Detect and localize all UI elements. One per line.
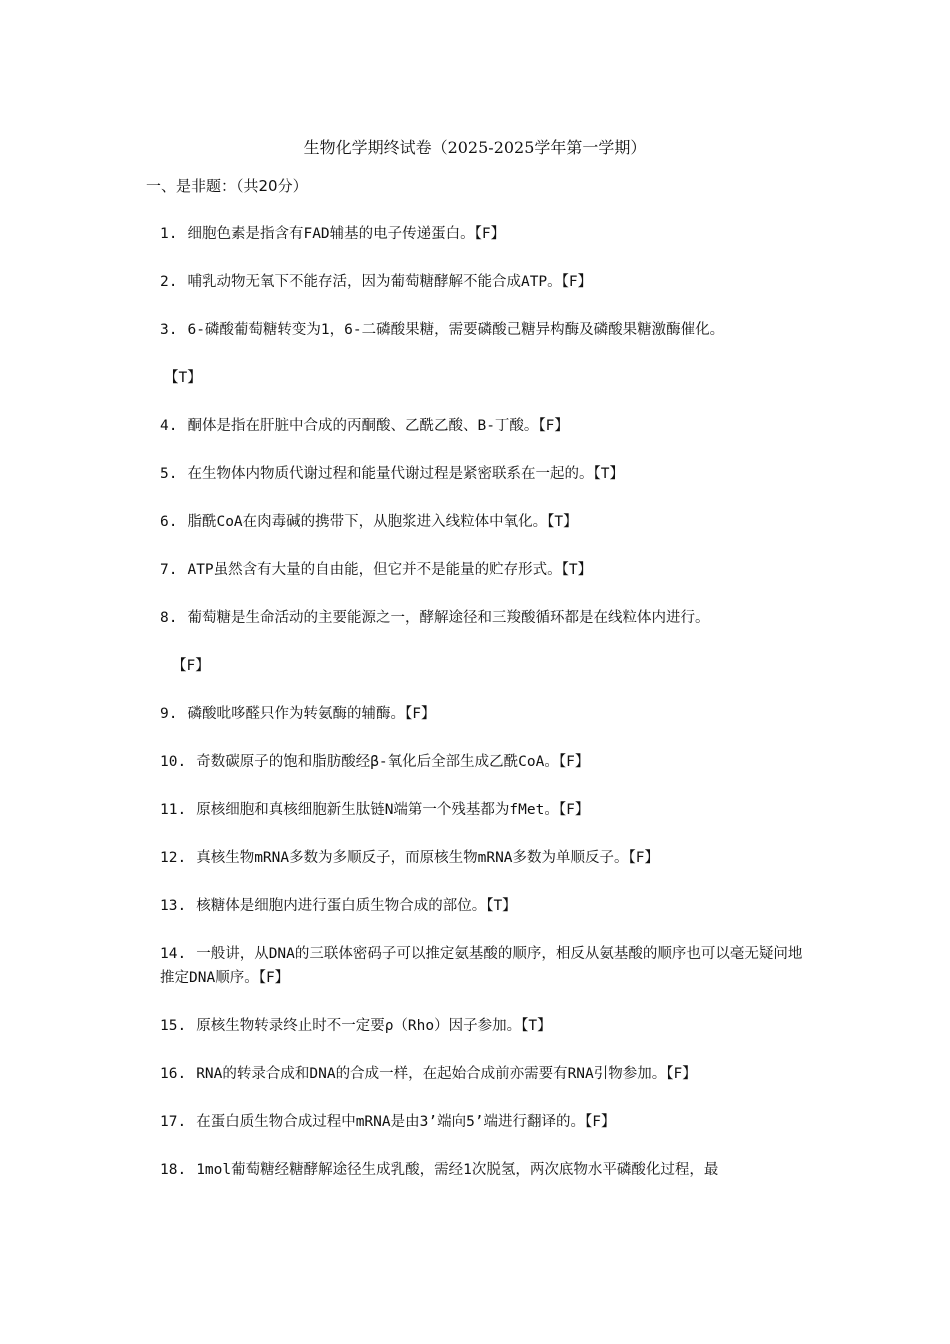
answer-mark: 【T】 [561,562,593,578]
list-item: 3. 6-磷酸葡萄糖转变为1，6-二磷酸果糖，需要磷酸己糖异构酶及磷酸果糖激酶催化。 【T】 [160,318,808,390]
answer-mark: 【F】 [561,274,593,290]
question-text: 奇数碳原子的饱和脂肪酸经β-氧化后全部生成乙酰CoA。 [196,754,559,770]
answer-mark: 【F】 [404,706,436,722]
question-text: 真核生物mRNA多数为多顺反子，而原核生物mRNA多数为单顺反子。 [196,850,629,866]
list-item: 16. RNA的转录合成和DNA的合成一样，在起始合成前亦需要有RNA引物参加。【F】 [160,1066,697,1082]
list-item: 2. 哺乳动物无氧下不能存活，因为葡萄糖酵解不能合成ATP。【F】 [160,274,593,290]
question-text: 在生物体内物质代谢过程和能量代谢过程是紧密联系在一起的。 [187,466,594,482]
question-text: 核糖体是细胞内进行蛋白质生物合成的部位。 [196,898,487,914]
answer-mark: 【T】 [486,898,517,914]
answer-mark: 【F】 [558,802,590,818]
question-text: 细胞色素是指含有FAD辅基的电子传递蛋白。 [187,226,475,242]
list-item: 10. 奇数碳原子的饱和脂肪酸经β-氧化后全部生成乙酰CoA。【F】 [160,754,590,770]
answer-mark: 【T】 [521,1018,552,1034]
list-item: 5. 在生物体内物质代谢过程和能量代谢过程是紧密联系在一起的。【T】 [160,466,624,482]
section-heading: 一、是非题：（共20分） [146,177,308,195]
list-item: 7. ATP虽然含有大量的自由能，但它并不是能量的贮存形式。【T】 [160,562,593,578]
answer-mark: 【T】 [547,514,578,530]
answer-mark: 【F】 [585,1114,616,1130]
question-text: 1mol葡萄糖经糖酵解途径生成乳酸，需经1次脱氢，两次底物水平磷酸化过程，最 [196,1162,719,1178]
question-text: RNA的转录合成和DNA的合成一样，在起始合成前亦需要有RNA引物参加。 [196,1066,667,1082]
answer-mark: 【T】 [593,466,624,482]
list-item: 1. 细胞色素是指含有FAD辅基的电子传递蛋白。【F】 [160,226,506,242]
question-list [160,222,808,1206]
question-text: 在蛋白质生物合成过程中mRNA是由3’端向5’端进行翻译的。 [196,1114,586,1130]
list-item: 13. 核糖体是细胞内进行蛋白质生物合成的部位。【T】 [160,898,517,914]
answer-mark: 【F】 [628,850,660,866]
document-title: 生物化学期终试卷（2025-2025学年第一学期） [303,138,647,157]
question-text: 葡萄糖是生命活动的主要能源之一，酵解途径和三羧酸循环都是在线粒体内进行。 [187,610,710,626]
question-text: 原核细胞和真核细胞新生肽链N端第一个残基都为fMet。 [196,802,559,818]
question-text: 酮体是指在肝脏中合成的丙酮酸、乙酰乙酸、B-丁酸。 [187,418,539,434]
question-text: 磷酸吡哆醛只作为转氨酶的辅酶。 [187,706,405,722]
list-item: 6. 脂酰CoA在肉毒碱的携带下，从胞浆进入线粒体中氧化。【T】 [160,514,578,530]
list-item: 11. 原核细胞和真核细胞新生肽链N端第一个残基都为fMet。【F】 [160,802,590,818]
answer-mark: 【F】 [172,658,210,674]
list-item: 14. 一般讲，从DNA的三联体密码子可以推定氨基酸的顺序，相反从氨基酸的顺序也可以毫无疑问地推定DNA顺序。【F】 [160,946,803,986]
question-text: ATP虽然含有大量的自由能，但它并不是能量的贮存形式。 [187,562,562,578]
answer-mark: 【T】 [164,370,202,386]
question-text: 一般讲，从DNA的三联体密码子可以推定氨基酸的顺序，相反从氨基酸的顺序也可以毫无疑问地推定DNA顺序。 [160,946,803,986]
list-item: 15. 原核生物转录终止时不一定要ρ（Rho）因子参加。【T】 [160,1018,552,1034]
list-item: 12. 真核生物mRNA多数为多顺反子，而原核生物mRNA多数为单顺反子。【F】 [160,850,660,866]
list-item: 9. 磷酸吡哆醛只作为转氨酶的辅酶。【F】 [160,706,436,722]
answer-mark: 【F】 [558,754,590,770]
answer-mark: 【F】 [666,1066,697,1082]
answer-mark: 【F】 [538,418,569,434]
question-text: 哺乳动物无氧下不能存活，因为葡萄糖酵解不能合成ATP。 [187,274,562,290]
list-item: 18. 1mol葡萄糖经糖酵解途径生成乳酸，需经1次脱氢，两次底物水平磷酸化过程，最 [160,1162,719,1178]
answer-mark: 【F】 [258,970,290,986]
answer-mark: 【F】 [474,226,506,242]
question-text: 6-磷酸葡萄糖转变为1，6-二磷酸果糖，需要磷酸己糖异构酶及磷酸果糖激酶催化。 [187,322,725,338]
question-text: 脂酰CoA在肉毒碱的携带下，从胞浆进入线粒体中氧化。 [187,514,548,530]
list-item: 4. 酮体是指在肝脏中合成的丙酮酸、乙酰乙酸、B-丁酸。【F】 [160,418,569,434]
question-text: 原核生物转录终止时不一定要ρ（Rho）因子参加。 [196,1018,522,1034]
list-item: 8. 葡萄糖是生命活动的主要能源之一，酵解途径和三羧酸循环都是在线粒体内进行。 【F】 [160,606,808,678]
list-item: 17. 在蛋白质生物合成过程中mRNA是由3’端向5’端进行翻译的。【F】 [160,1114,616,1130]
